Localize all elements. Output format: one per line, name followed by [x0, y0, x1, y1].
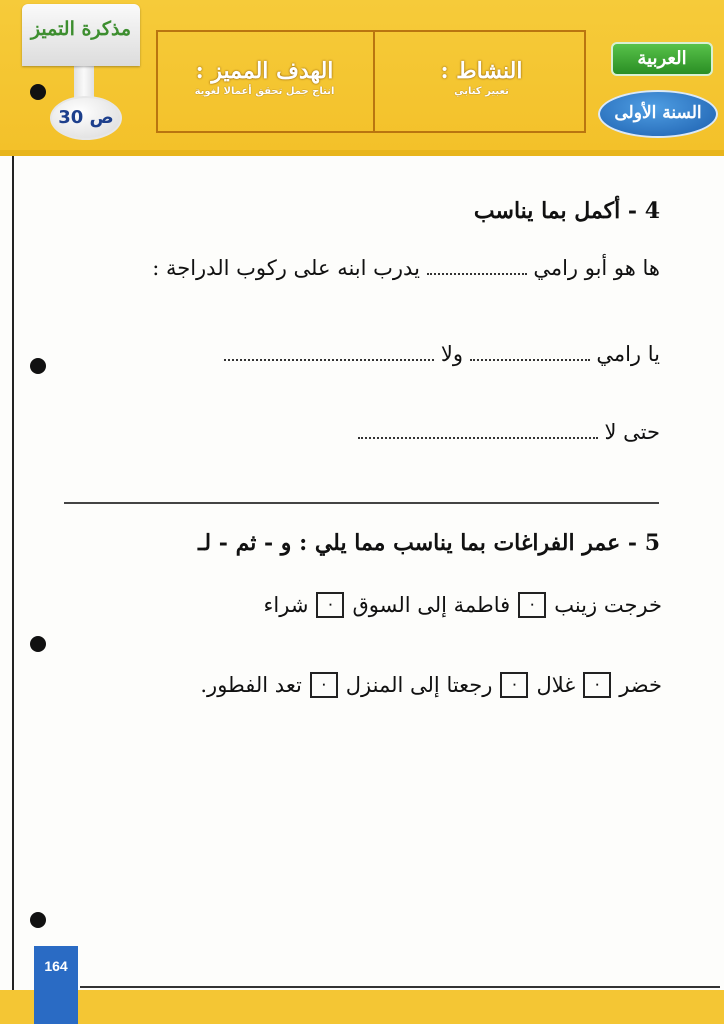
punch-hole [30, 912, 46, 928]
left-margin-line [12, 156, 14, 1016]
page-ref-label: ص 30 [58, 107, 114, 128]
activity-text: تعبير كتابي [454, 86, 509, 97]
answer-box[interactable]: ٠ [518, 592, 546, 618]
punch-hole [30, 358, 46, 374]
exercise4-heading: 4 - أكمل بما يناسب [473, 198, 660, 224]
activity-heading: النشاط : [440, 58, 523, 84]
answer-box[interactable]: ٠ [583, 672, 611, 698]
footer-rule [80, 986, 720, 988]
footer-band [0, 990, 724, 1024]
exercise4-line3 [358, 420, 660, 444]
answer-box[interactable]: ٠ [316, 592, 344, 618]
subject-label: العربية [637, 48, 687, 69]
blank-field[interactable] [224, 343, 434, 361]
header-divider [0, 150, 724, 156]
sentence-segment: خرجت زينب [554, 593, 662, 617]
blank-field[interactable] [470, 343, 590, 361]
year-badge [598, 90, 718, 138]
page-number-box [34, 946, 78, 1024]
blank-field[interactable] [427, 257, 527, 275]
blank-field[interactable] [358, 421, 598, 439]
exercise4-line1-end: يدرب ابنه على ركوب الدراجة : [152, 256, 420, 280]
section-separator [64, 502, 659, 504]
goal-cell [158, 32, 371, 131]
page-ref-badge [50, 96, 122, 140]
exercise5-row2 [200, 672, 662, 698]
sentence-segment: غلال [536, 673, 576, 697]
sentence-segment: خضر [619, 673, 662, 697]
punch-hole [30, 636, 46, 652]
exercise4-line2 [224, 342, 660, 366]
punch-hole [30, 84, 46, 100]
answer-box[interactable]: ٠ [310, 672, 338, 698]
goal-heading: الهدف المميز : [195, 58, 334, 84]
goal-text: انتاج جمل تحقق أعمالا لغوية [194, 86, 335, 97]
exercise4-line3-start: حتى لا [604, 420, 660, 444]
activity-cell [375, 32, 588, 131]
sentence-segment: تعد الفطور. [200, 673, 302, 697]
memo-tab [22, 4, 140, 66]
lesson-info-box [156, 30, 586, 133]
memo-tab-stem [74, 64, 94, 100]
exercise4-line1 [152, 256, 660, 280]
sentence-segment: فاطمة إلى السوق [352, 593, 511, 617]
exercise4-line2-middle: ولا [440, 342, 463, 366]
page-number: 164 [44, 958, 68, 974]
subject-badge [611, 42, 713, 76]
exercise5-row1 [264, 592, 662, 618]
memo-title: مذكرة التميز [30, 18, 132, 40]
exercise5-heading: 5 - عمر الفراغات بما يناسب مما يلي : و - ثم - لـ [197, 530, 660, 556]
year-label: السنة الأولى [614, 103, 702, 123]
exercise4-line1-start: ها هو أبو رامي [533, 256, 660, 280]
sentence-segment: رجعتا إلى المنزل [345, 673, 493, 697]
exercise4-line2-start: يا رامي [596, 342, 660, 366]
sentence-segment: شراء [263, 593, 309, 617]
answer-box[interactable]: ٠ [500, 672, 528, 698]
